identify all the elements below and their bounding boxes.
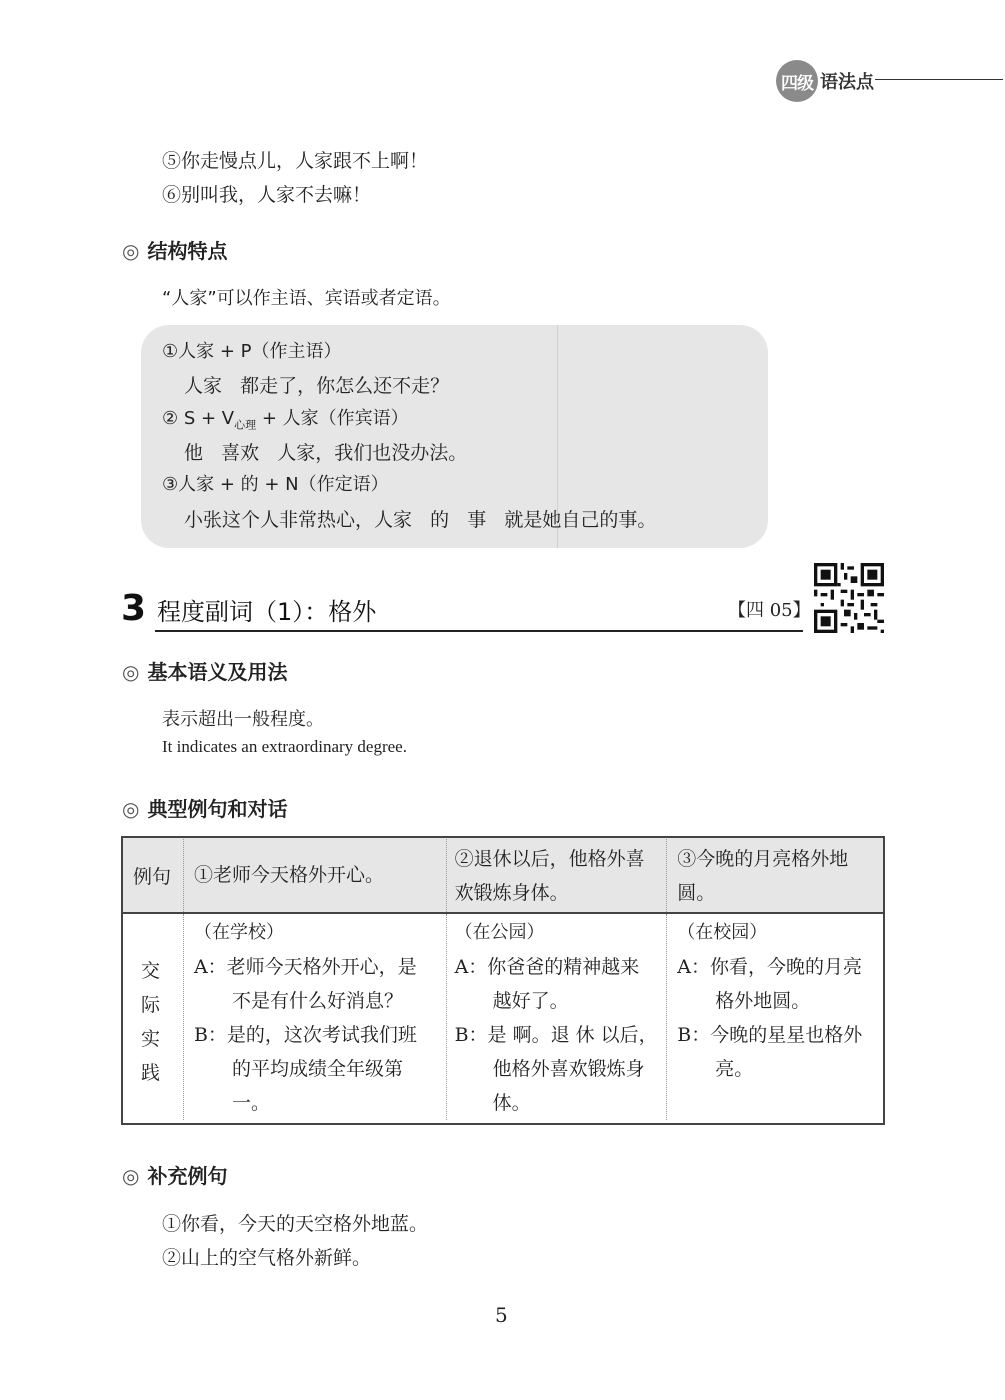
structure-intro: “人家”可以作主语、宾语或者定语。: [162, 288, 451, 309]
circle-bullet-icon: ◎: [122, 797, 140, 821]
table-cell: ③今晚的月亮格外地圆。: [667, 836, 883, 913]
example-attributive: 小张这个人非常热心，人家 的 事 就是她自己的事。: [184, 509, 657, 531]
page-number: 5: [495, 1303, 508, 1327]
formula-attributive: ③人家 + 的 + N（作定语）: [162, 474, 389, 495]
circle-bullet-icon: ◎: [122, 239, 140, 263]
formula-subject: ①人家 + P（作主语）: [162, 341, 342, 362]
table-row: [121, 913, 883, 1120]
typical-heading: [122, 793, 287, 822]
supplement-item-1: ①你看，今天的天空格外地蓝。: [162, 1213, 429, 1235]
table-cell: ②退休以后，他格外喜欢锻炼身体。: [446, 836, 667, 913]
table-cell: （在学校） A：老师今天格外开心，是不是有什么好消息？ B：是的，这次考试我们班的平均成绩全年级第一。: [183, 913, 446, 1120]
example-subject: 人家 都走了，你怎么还不走？: [184, 375, 450, 397]
structure-heading-text: 结构特点: [147, 239, 228, 263]
header-rule: [875, 79, 1003, 80]
section-title: 程度副词（1）：格外: [157, 598, 377, 626]
typical-heading-text: 典型例句和对话: [147, 797, 288, 821]
example-object: 他 喜欢 人家，我们也没办法。: [184, 442, 468, 464]
basic-en: It indicates an extraordinary degree.: [162, 737, 407, 756]
structure-heading: [122, 235, 227, 264]
level-badge: 四级: [776, 60, 818, 102]
qr-code-icon[interactable]: [814, 563, 884, 633]
basic-cn: 表示超出一般程度。: [162, 709, 324, 730]
circle-bullet-icon: ◎: [122, 660, 140, 684]
section-code: 【四 05】: [728, 600, 811, 621]
basic-heading: [122, 656, 287, 685]
table-row: [121, 836, 883, 913]
formula-object: ② $S + V_{心理}$ + 人家（作宾语）: [162, 408, 409, 432]
section-number: 3: [121, 588, 147, 629]
circle-bullet-icon: ◎: [122, 1164, 140, 1188]
example-5: ⑤你走慢点儿，人家跟不上啊！: [162, 150, 429, 172]
formula-box: [141, 325, 768, 548]
supplement-heading: [122, 1160, 227, 1189]
supplement-item-2: ②山上的空气格外新鲜。: [162, 1247, 372, 1269]
table-cell: ①老师今天格外开心。: [183, 836, 446, 913]
row-label: 例句: [121, 836, 183, 913]
section-rule: [155, 630, 803, 632]
examples-table: [121, 836, 883, 1120]
table-cell: （在公园） A：你爸爸的精神越来越好了。 B：是 啊。退 休 以后，他格外喜欢锻炼身体。: [446, 913, 667, 1120]
basic-heading-text: 基本语义及用法: [147, 660, 288, 684]
supplement-heading-text: 补充例句: [147, 1164, 228, 1188]
table-cell: （在校园） A：你看，今晚的月亮格外地圆。 B：今晚的星星也格外亮。: [677, 922, 863, 1080]
header-title: 语法点: [820, 72, 874, 93]
example-6: ⑥别叫我，人家不去嘛！: [162, 184, 372, 206]
row-label: 交际实践: [121, 913, 183, 1120]
